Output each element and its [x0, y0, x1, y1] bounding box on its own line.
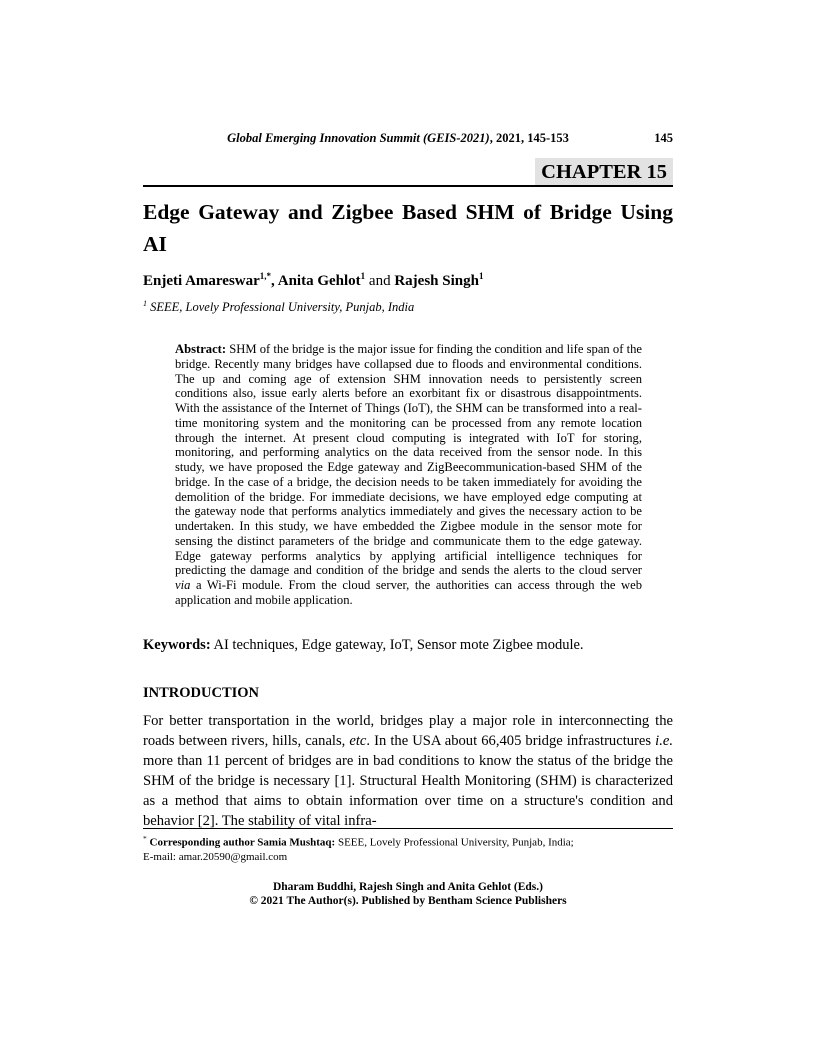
- author-1: Enjeti Amareswar$^{1,*}$: [143, 271, 272, 289]
- intro-text-2: . In the USA about 66,405 bridge infrastructures: [366, 732, 656, 749]
- abstract-paragraph: [175, 342, 642, 608]
- abstract-via-italic: via: [175, 578, 191, 593]
- introduction-heading: INTRODUCTION: [143, 684, 260, 701]
- footnote-text: SEEE, Lovely Professional University, Punjab, India;: [335, 836, 574, 849]
- chapter-banner: CHAPTER 15: [535, 158, 673, 185]
- abstract-text-1: SHM of the bridge is the major issue for finding the condition and life span of the bridge. Recently many bridges have collapsed due to floods and environmental conditions. The up and coming age of extension SHM innovation needs to persistently screen conditions also, issue early alerts before an exorbitant fix or disastrous disappointments. With the assistance of the Internet of Things (IoT), the SHM can be transformed into a real-time monitoring system and the monitoring can be processed from any remote location through the internet. At present cloud computing is integrated with IoT for storing, monitoring, and performing analytics on the data received from the sensor node. In this study, we have proposed the Edge gateway and ZigBeecommunication-based SHM of the bridge. In the case of a bridge, the decision needs to be taken immediately for avoiding the demolition of the bridge. For immediate decisions, we have employed edge computing at the gateway node that performs analytics immediately and gives the necessary action to be undertaken. In this study, we have embedded the Zigbee module in the sensor mote for sensing the distinct parameters of the bridge and communicate them to the edge gateway. Edge gateway performs analytics by applying artificial intelligence techniques for predicting the damage and condition of the bridge and sends the alerts to the cloud server: [175, 342, 642, 578]
- introduction-paragraph: [143, 711, 673, 831]
- keywords-text: AI techniques, Edge gateway, IoT, Sensor mote Zigbee module.: [210, 636, 584, 653]
- journal-name: Global Emerging Innovation Summit (GEIS-2021): [227, 131, 490, 145]
- keywords-label: Keywords:: [143, 636, 211, 653]
- corresponding-author-footnote: [143, 832, 673, 864]
- authors-line: [143, 267, 673, 291]
- author-3-superscript: 1: [478, 271, 484, 281]
- editors-line: Dharam Buddhi, Rajesh Singh and Anita Gehlot (Eds.): [272, 880, 543, 893]
- running-head: [143, 130, 673, 146]
- author-3: Rajesh Singh$^1$: [394, 271, 484, 289]
- abstract-text-2: a Wi-Fi module. From the cloud server, the authorities can access through the web application and mobile application.: [175, 578, 642, 607]
- running-head-text: [143, 130, 673, 146]
- author-2-superscript: 1: [360, 271, 366, 281]
- and-connector: and: [365, 273, 395, 289]
- footnote-rule: [143, 828, 673, 829]
- chapter-banner-row: [143, 158, 673, 185]
- footnote-label: Corresponding author Samia Mushtaq:: [146, 836, 336, 849]
- affiliation-text: SEEE, Lovely Professional University, Punjab, India: [147, 300, 415, 315]
- author-2: Anita Gehlot$^1$: [277, 271, 366, 289]
- intro-italic-ie: i.e.: [655, 732, 673, 749]
- author-1-superscript: 1,*: [259, 271, 272, 281]
- author-separator: ,: [271, 273, 278, 289]
- affiliation-line: [143, 296, 673, 315]
- abstract-label: Abstract:: [175, 342, 227, 357]
- affiliation-superscript: 1: [143, 299, 147, 308]
- intro-italic-etc: etc: [349, 732, 367, 749]
- page-number: 145: [654, 131, 673, 145]
- journal-citation: , 2021, 145-153: [489, 131, 569, 145]
- publisher-credits: [143, 880, 673, 909]
- page-content: [143, 130, 673, 831]
- footnote-asterisk: *: [143, 834, 147, 843]
- article-title: Edge Gateway and Zigbee Based SHM of Bridge Using AI: [143, 200, 673, 256]
- page-footer-block: [143, 828, 673, 909]
- keywords-line: [143, 636, 673, 655]
- intro-text-1: For better transportation in the world, bridges play a major role in interconnecting the roads between rivers, hills, canals,: [143, 712, 673, 749]
- copyright-line: © 2021 The Author(s). Published by Bentham Science Publishers: [249, 895, 567, 908]
- header-rule: [143, 185, 673, 187]
- footnote-email: E-mail: amar.20590@gmail.com: [143, 850, 288, 863]
- intro-text-3: more than 11 percent of bridges are in bad conditions to know the status of the bridge the SHM of the bridge is necessary [1]. Structural Health Monitoring (SHM) is characterized as a method that aims to obtain information over time on a structure's condition and behavior [2]. The stability of vital infra-: [143, 752, 673, 829]
